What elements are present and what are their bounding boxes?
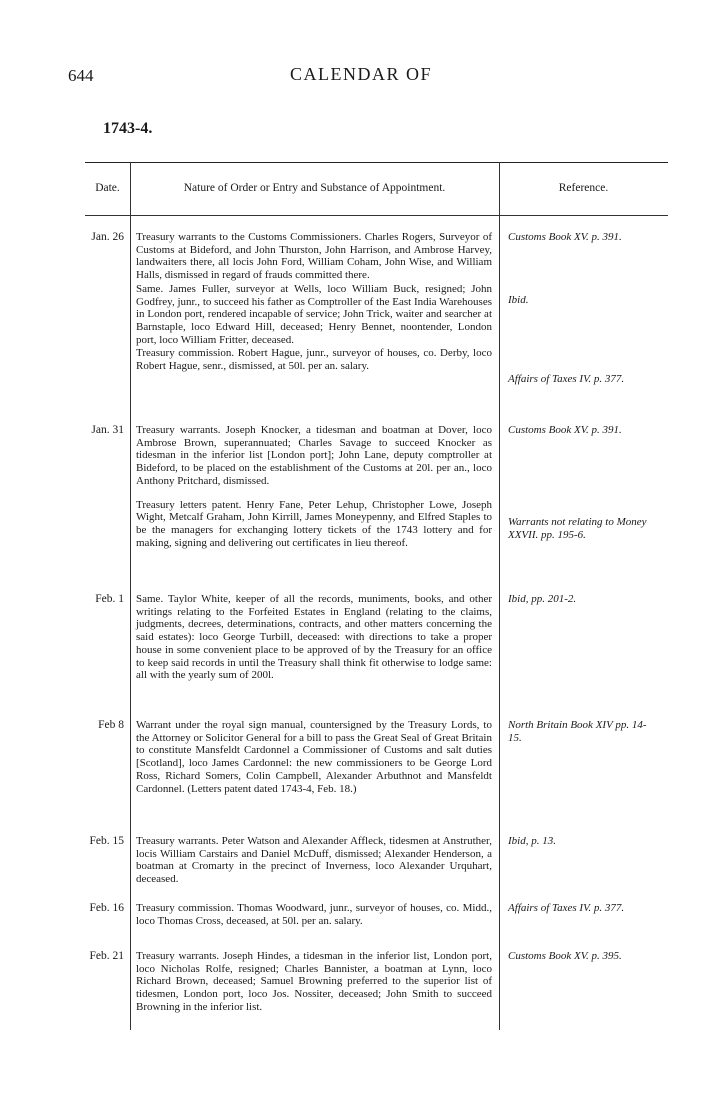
column-header-nature: Nature of Order or Entry and Substance of Appointment. — [183, 182, 446, 194]
entry-date: Jan. 26 — [91, 231, 124, 243]
page-number: 644 — [68, 66, 94, 85]
entry-paragraph: Treasury commission. Robert Hague, junr., surveyor of houses, co. Derby, loco Robert Hague, senr., dismissed, at 50l. per an. salary. — [136, 347, 492, 373]
entry-body — [136, 950, 492, 1015]
entry-reference: Ibid, pp. 201-2. — [508, 593, 577, 605]
entry-reference: Customs Book XV. p. 395. — [508, 950, 622, 962]
column-divider-reference — [499, 162, 500, 1030]
entry-paragraph: Same. Taylor White, keeper of all the records, muniments, books, and other writings relating to the Forfeited Estates in England (relating to the claims, judgments, decrees, determinations, contracts, and other matters concerning the said estates): loco George Turbill, deceased: with directions to take a proper house in some convenient place to be approved of by the Treasury for an office to keep said records in until the Treasury shall think fit otherwise to lodge same: all with the yearly sum of 200l. — [136, 593, 492, 682]
entry-body — [136, 719, 492, 796]
entry-reference: Ibid, p. 13. — [508, 835, 556, 847]
entry-paragraph: Treasury warrants to the Customs Commissioners. Charles Rogers, Surveyor of Customs at Bideford, and John Thurston, John Harrison, and Ambrose Harvey, landwaiters there, all locis John Ford, William Coham, John Wise, and William Halls, dismissed in regard of frauds committed there. — [136, 231, 492, 282]
entry-body — [136, 231, 492, 374]
entry-date: Feb 8 — [98, 719, 124, 731]
table-top-rule — [85, 162, 668, 163]
entry-reference: Ibid. — [508, 294, 529, 306]
entry-paragraph: Treasury warrants. Joseph Knocker, a tidesman and boatman at Dover, loco Ambrose Brown, superannuated; Charles Savage to succeed Knocker as tidesman in the inferior list [London port]; John Lane, deputy comptroller at Bideford, to be placed on the establishment of the Customs at 20l. per an., loco Anthony Pritchard, dismissed. — [136, 424, 492, 487]
entry-paragraph: Treasury letters patent. Henry Fane, Peter Lehup, Christopher Lowe, Joseph Wight, Metcalf Graham, John Kirrill, James Moneypenny, and Elfred Staples to be the managers for exchanging lottery tickets of the 1743 lottery and for making, signing and delivering out certificates in lieu thereof. — [136, 498, 492, 549]
entry-reference: Affairs of Taxes IV. p. 377. — [508, 373, 625, 385]
entry-body — [136, 835, 492, 887]
entry-date: Feb. 15 — [89, 835, 124, 847]
entry-date: Feb. 16 — [89, 902, 124, 914]
entry-reference: North Britain Book XIV pp. 14-15. — [508, 719, 647, 744]
entry-paragraph: Warrant under the royal sign manual, countersigned by the Treasury Lords, to the Attorney or Solicitor General for a bill to pass the Great Seal of Great Britain to constitute Mansfeldt Cardonnel a Commissioner of Customs and salt duties [Scotland], loco James Cardonnel: the new commissioners to be George Lord Ross, Richard Somers, Colin Campbell, Alexander Arbuthnot and Mansfeldt Cardonnel. (Letters patent dated 1743-4, Feb. 18.) — [136, 719, 492, 795]
running-title: CALENDAR OF — [289, 64, 432, 84]
column-header-reference: Reference. — [558, 182, 609, 194]
entry-paragraph: Same. James Fuller, surveyor at Wells, loco William Buck, resigned; John Godfrey, junr., to succeed his father as Comptroller of the East India Warehouses in London port, rendered incapable of service; John Trick, waiter and searcher at Barnstaple, loco Edward Hill, deceased; Henry Bennet, noontender, London port, loco William Fritter, deceased. — [136, 282, 492, 346]
entry-date: Feb. 1 — [95, 593, 124, 605]
entry-date: Feb. 21 — [89, 950, 124, 962]
entry-reference: Warrants not relating to Money XXVII. pp. 195-6. — [508, 516, 647, 541]
table-header-rule — [85, 215, 668, 216]
entry-reference: Customs Book XV. p. 391. — [508, 231, 622, 243]
entry-paragraph: Treasury warrants. Peter Watson and Alexander Affleck, tidesmen at Anstruther, locis William Carstairs and Daniel McDuff, dismissed; Alexander Henderson, a boatman at Cromarty in the precinct of Inverness, loco Alexander Urquhart, deceased. — [136, 835, 492, 886]
entry-reference: Customs Book XV. p. 391. — [508, 424, 622, 436]
entry-body — [136, 902, 492, 928]
entry-body — [136, 424, 492, 550]
column-header-date: Date. — [95, 182, 120, 194]
entry-paragraph: Treasury warrants. Joseph Hindes, a tidesman in the inferior list, London port, loco Nicholas Rolfe, resigned; Charles Bannister, a boatman at Lynn, loco Richard Brown, deceased; Samuel Browning preferred to the superior list of tidesmen, London port, loco Jos. Nossiter, deceased; John Smith to succeed Browning in the inferior list. — [136, 950, 492, 1013]
year-heading: 1743-4. — [103, 120, 153, 137]
entry-date: Jan. 31 — [91, 424, 124, 436]
entry-body — [136, 593, 492, 683]
entry-paragraph: Treasury commission. Thomas Woodward, junr., surveyor of houses, co. Midd., loco Thomas Cross, deceased, at 50l. per an. salary. — [136, 902, 492, 927]
column-divider-date — [130, 162, 131, 1030]
entry-reference: Affairs of Taxes IV. p. 377. — [508, 902, 625, 914]
